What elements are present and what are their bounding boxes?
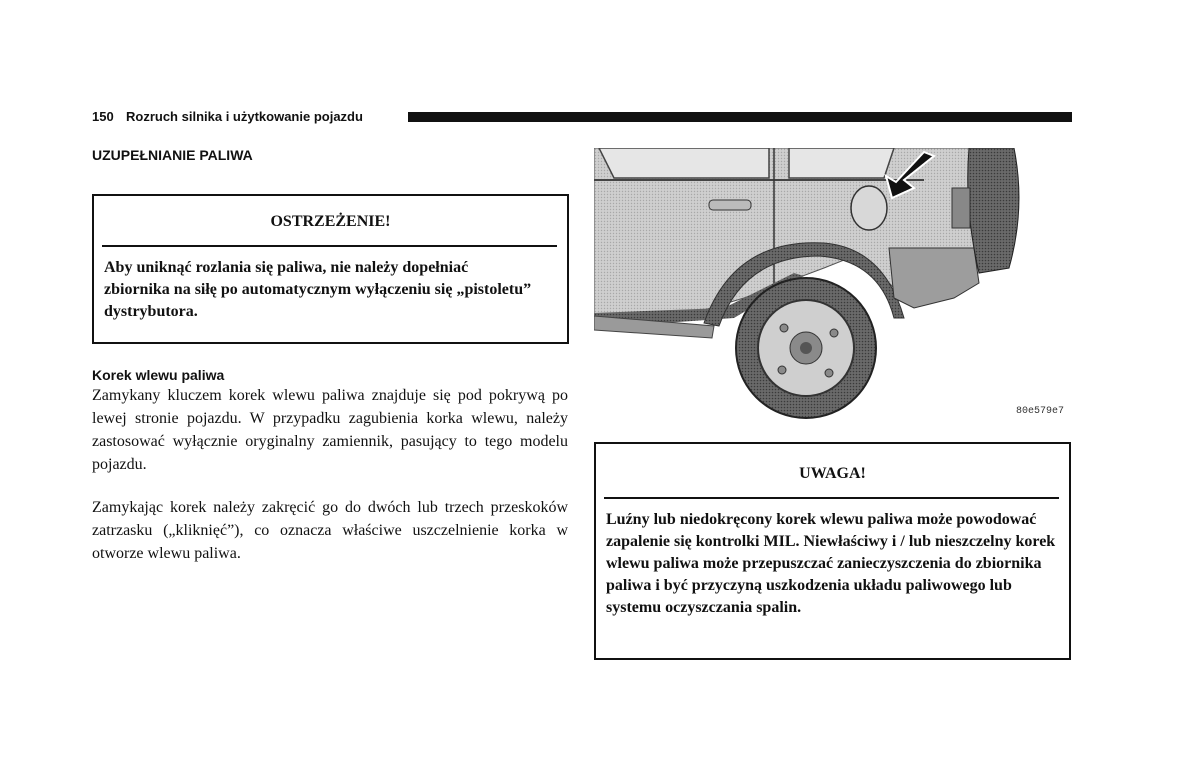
section-title: UZUPEŁNIANIE PALIWA [92,147,253,163]
vehicle-fuel-door-illustration [594,148,1024,420]
warning-heading: OSTRZEŻENIE! [270,213,391,230]
note-box [594,442,1071,660]
note-heading: UWAGA! [799,465,866,482]
header-rule [408,112,1072,122]
body-paragraph-2: Zamykając korek należy zakręcić go do dwóch lub trzech przeskoków zatrzasku („kliknięć”), co oznacza właściwe uszczelnienie korka w otworze wlewu paliwa. [92,499,568,562]
warning-text: Aby uniknąć rozlania się paliwa, nie należy dopełniać zbiornika na siłę po automatycznym wyłączeniu się „pistoletu” dystrybutora. [104,259,532,320]
warning-box [92,194,569,344]
page-number: 150 [92,109,114,124]
body-paragraph-1: Zamykany kluczem korek wlewu paliwa znajduje się pod pokrywą po lewej stronie pojazdu. W przypadku zagubienia korka wlewu, należy zastosować wyłącznie oryginalny zamiennik, pasujący to tego modelu pojazdu. [92,387,568,473]
note-text: Luźny lub niedokręcony korek wlewu paliwa może powodować zapalenie się kontrolki MIL. Niewłaściwy i / lub nieszczelny korek wlewu paliwa może przepuszczać zanieczyszczenia do zbiornika paliwa i być przyczyną uszkodzenia układu paliwowego lub systemu oczyszczania spalin. [606,511,1056,616]
chapter-title: Rozruch silnika i użytkowanie pojazdu [126,109,363,124]
figure-code: 80e579e7 [1016,406,1065,417]
subsection-title: Korek wlewu paliwa [92,367,225,383]
